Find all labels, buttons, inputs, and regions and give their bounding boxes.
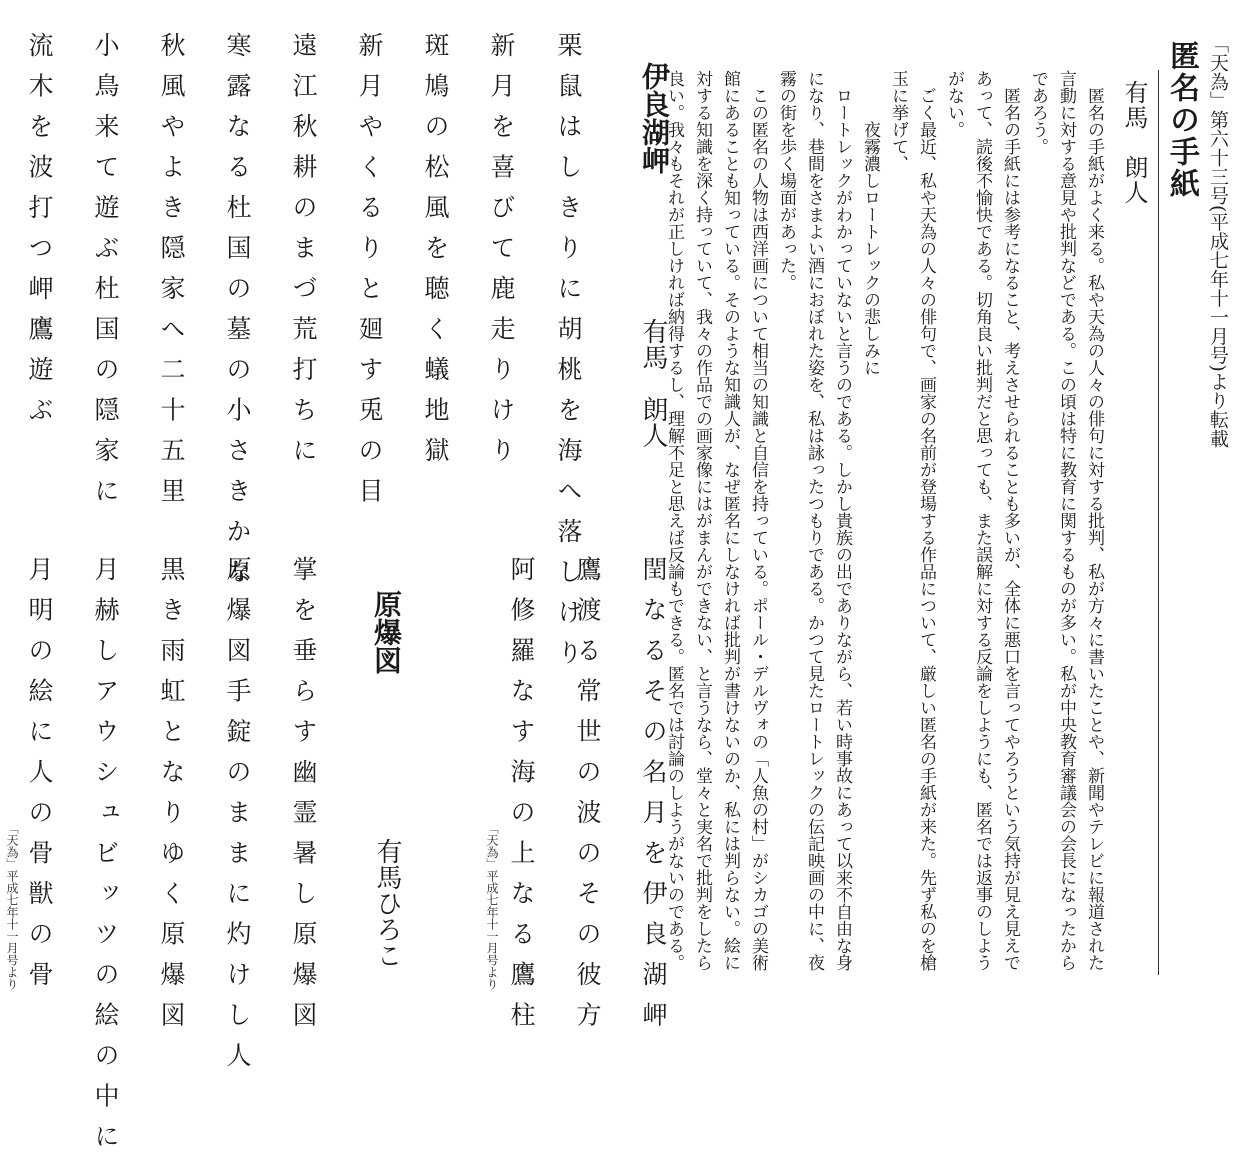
essay-paragraph: ごく最近、私や天為の人々の俳句で、画家の名前が登場する作品について、厳しい匿名の手紙が来た。先ず私のを槍玉に挙げて、 xyxy=(888,70,936,971)
genbaku-source-note: 「天為」平成七年十一月号より xyxy=(5,822,19,990)
genbaku-author: 有馬ひろこ xyxy=(372,838,402,968)
haiku-line: 掌を垂らす幽霊暑し原爆図 xyxy=(289,556,318,1042)
haiku-line: 月赫しアウシュビッツの絵の中に xyxy=(91,556,120,1164)
haiku-line: 新月やくるりと廻す兎の目 xyxy=(355,32,384,518)
quoted-haiku: 夜霧濃しロートレックの悲しみに xyxy=(860,121,880,376)
irago-author: 有馬 朗人 xyxy=(638,318,668,448)
section-divider xyxy=(1158,70,1159,975)
haiku-line: 黒き雨虹となりゆく原爆図 xyxy=(157,556,186,1042)
essay-paragraph: この匿名の人物は西洋画について相当の知識と自信を持っている。ポール・デルヴォの「人魚の村」がシカゴの美術館にあることも知っている。そのような知識人が、なぜ匿名にしなければ批判が書けないのか、私には判らない。絵に対する知識を深く持っていて、我々の作品での画家像にはがまんができない、と言うなら、堂々と実名で批判をしたら良い。我々もそれが正しければ納得するし、理解不足と思えば反論もできる。匿名では討論のしようがないのである。 xyxy=(664,70,768,971)
haiku-line: 斑鳩の松風を聴く蟻地獄 xyxy=(421,32,450,478)
genbaku-title: 原爆図 xyxy=(370,590,403,674)
haiku-line: 月明の絵に人の骨獣の骨 xyxy=(25,556,54,1002)
haiku-line: 新月を喜びて鹿走りけり xyxy=(487,32,516,478)
haiku-line: 遠江秋耕のまづ荒打ちに xyxy=(289,32,318,478)
haiku-line: 秋風やよき隠家へ二十五里 xyxy=(157,32,186,518)
haiku-line: 阿修羅なす海の上なる鷹柱 xyxy=(507,556,536,1042)
essay-title: 匿名の手紙 xyxy=(1164,40,1199,200)
haiku-line: 鷹渡る常世の波のその彼方 xyxy=(573,556,602,1042)
essay-paragraph: 匿名の手紙がよく来る。私や天為の人々の俳句に対する批判、私が方々に書いたことや、新聞やテレビに報道された言動に対する意見や批判などである。この頃は特に教育に関するものが多い。私が中央教育審議会の会長になったからであろう。 xyxy=(1028,70,1104,971)
haiku-line: 原爆図手錠のままに灼けし人 xyxy=(223,556,252,1083)
essay-body xyxy=(664,70,1108,975)
haiku-line: 流木を波打つ岬鷹遊ぶ xyxy=(25,32,54,437)
haiku-line: 栗鼠はしきりに胡桃を海へ落しけり xyxy=(554,32,583,680)
essay-paragraph: ロートレックがわかっていないと言うのである。しかし貴族の出でありながら、若い時事故にあって以来不自由な身になり、巷間をさまよい酒におぼれた姿を、私は詠ったつもりである。かつて見たロートレックの伝記映画の中に、夜霧の街を歩く場面があった。 xyxy=(776,70,852,971)
haiku-line: 小鳥来て遊ぶ杜国の隠家に xyxy=(91,32,120,518)
haiku-line: 寒露なる杜国の墓の小さきかな xyxy=(223,32,252,599)
essay-paragraph: 匿名の手紙には参考になること、考えさせられることも多いが、全体に悪口を言ってやろうという気持が見え見えであって、読後不愉快である。切角良い批判だと思っても、また誤解に対する反論をしようにも、匿名では返事のしようがない。 xyxy=(944,70,1020,971)
irago-source-note: 「天為」平成七年十一月号より xyxy=(485,822,499,990)
irago-title: 伊良湖岬 xyxy=(638,62,671,174)
source-note: 「天為」第六十三号(平成七年十一月号)より転載 xyxy=(1207,34,1229,448)
haiku-line: 閏なるその名月を伊良湖岬 xyxy=(639,556,668,1042)
essay-author: 有馬 朗人 xyxy=(1120,80,1148,205)
